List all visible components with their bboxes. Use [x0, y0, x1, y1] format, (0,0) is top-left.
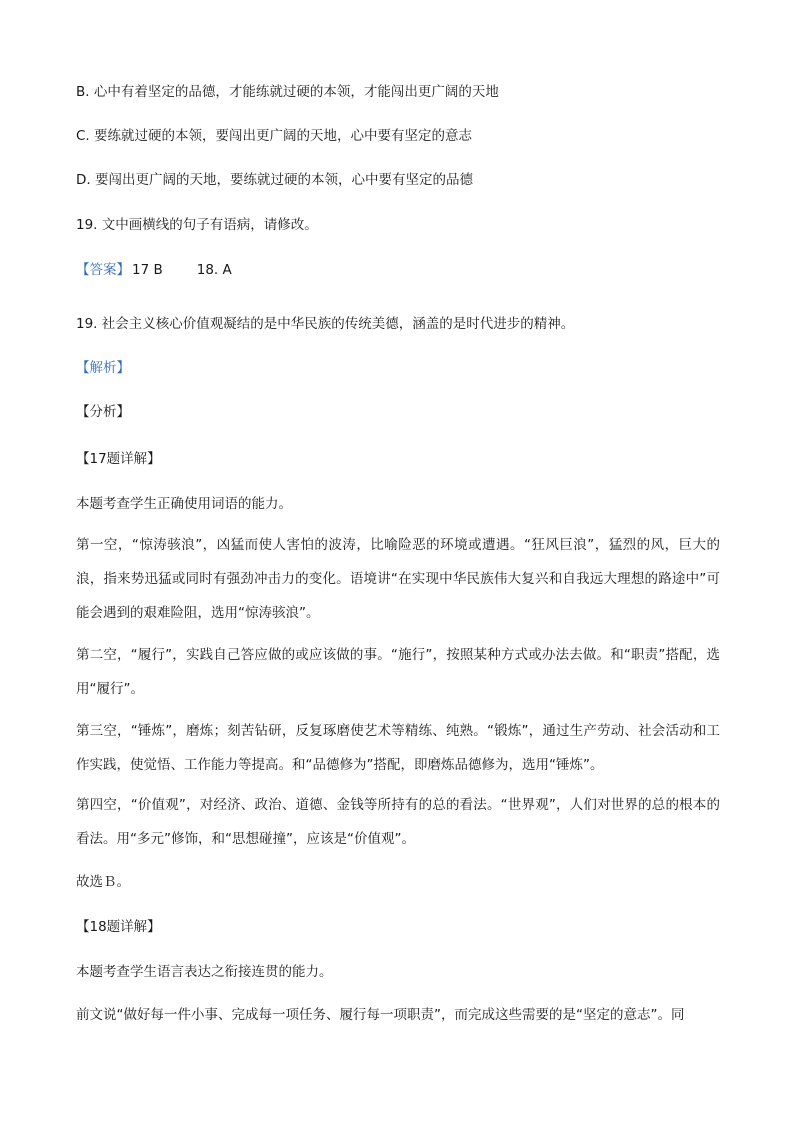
- answer-line: [76, 260, 722, 280]
- question-19: 19. 文中画横线的句子有语病，请修改。: [76, 217, 318, 233]
- q18-paragraph-1: 前文说“做好每一件小事、完成每一项任务、履行每一项职责”，而完成这些需要的是“坚定的意志”。同: [76, 1007, 685, 1023]
- q17-heading: 【17题详解】: [76, 451, 161, 467]
- q17-paragraph-2: 第二空，“履行”，实践自己答应做的或应该做的事。“施行”，按照某种方式或办法去做。和“职责”搭配，选用“履行”。: [76, 647, 720, 697]
- answer-19: 19. 社会主义核心价值观凝结的是中华民族的传统美德，涵盖的是时代进步的精神。: [76, 316, 575, 332]
- q17-conclusion: 故选Ｂ。: [76, 874, 130, 890]
- q17-intro: 本题考查学生正确使用词语的能力。: [76, 496, 292, 512]
- q17-paragraph-4: 第四空，“价值观”，对经济、政治、道德、金钱等所持有的总的看法。“世界观”，人们对世界的总的根本的看法。用“多元”修饰，和“思想碰撞”，应该是“价值观”。: [76, 797, 720, 847]
- q18-intro: 本题考查学生语言表达之衔接连贯的能力。: [76, 964, 333, 980]
- q17-paragraph-3: 第三空，“锤炼”，磨炼；刻苦钻研，反复琢磨使艺术等精练、纯熟。“锻炼”，通过生产劳动、社会活动和工作实践，使觉悟、工作能力等提高。和“品德修为”搭配，即磨炼品德修为，选用“锤炼”。: [76, 723, 720, 773]
- analysis-label: 【解析】: [76, 360, 130, 376]
- q17-paragraph-1: 第一空，“惊涛骇浪”，凶猛而使人害怕的波涛，比喻险恶的环境或遭遇。“狂风巨浪”，猛烈的风，巨大的浪，指来势迅猛或同时有强劲冲击力的变化。语境讲“在实现中华民族伟大复兴和自我远大理想的路途中”可能会遇到的艰难险阻，选用“惊涛骇浪”。: [76, 537, 720, 621]
- answer-18: 18. A: [196, 262, 232, 278]
- option-b: B. 心中有着坚定的品德，才能练就过硬的本领，才能闯出更广阔的天地: [76, 84, 499, 100]
- answer-label: 【答案】: [76, 262, 130, 278]
- option-d: D. 要闯出更广阔的天地，要练就过硬的本领，心中要有坚定的品德: [76, 172, 473, 188]
- fenxi-label: 【分析】: [76, 404, 130, 420]
- q18-heading: 【18题详解】: [76, 919, 161, 935]
- option-c: C. 要练就过硬的本领，要闯出更广阔的天地，心中要有坚定的意志: [76, 128, 473, 144]
- answer-17: 17 B: [132, 262, 163, 278]
